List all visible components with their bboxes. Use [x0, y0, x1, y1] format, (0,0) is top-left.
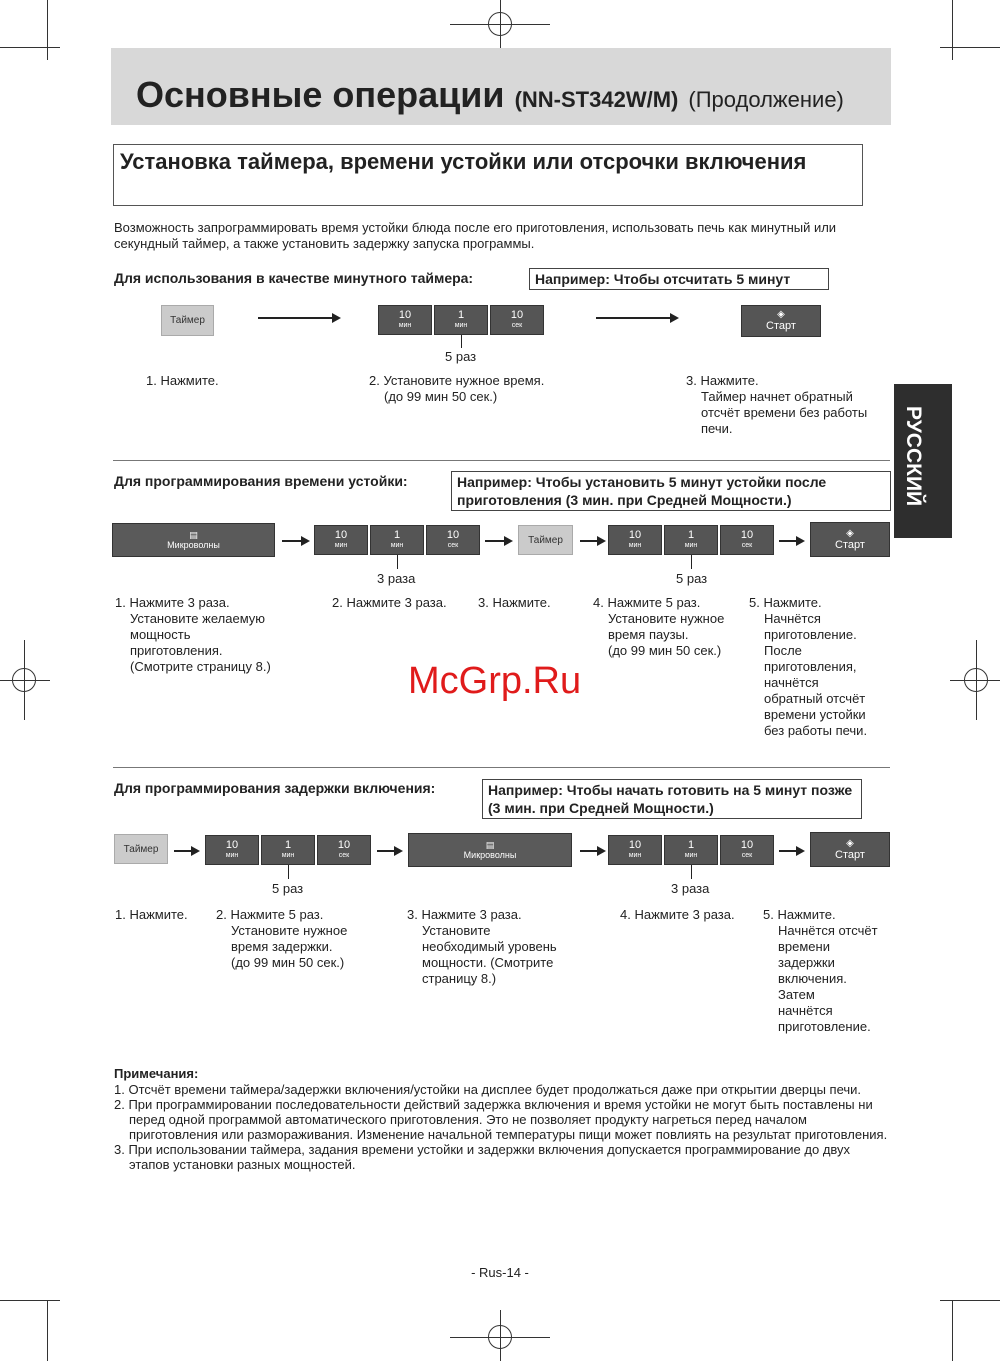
- section-divider: [113, 767, 890, 768]
- crop-mark: [0, 47, 60, 48]
- crop-mark: [950, 680, 1000, 681]
- standing-time-example: Например: Чтобы установить 5 минут устойки после приготовления (3 мин. при Средней Мощности.): [451, 471, 891, 511]
- press-count-label: 5 раз: [445, 349, 477, 364]
- standing-step-4: 4. Нажмите 5 раз. Установите нужное время паузы. (до 99 мин 50 сек.): [593, 595, 725, 658]
- microwave-icon: ▤: [189, 529, 198, 540]
- section-divider: [113, 460, 890, 461]
- microwave-button[interactable]: ▤ Микроволны: [408, 833, 572, 867]
- key-10-sec[interactable]: 10 сек: [317, 835, 371, 865]
- delay-step-4: 4. Нажмите 3 раза.: [620, 907, 735, 922]
- crop-mark: [940, 47, 1000, 48]
- key-1-min[interactable]: 1 мин: [370, 525, 424, 555]
- start-diamond-icon: ◈: [846, 527, 854, 539]
- crop-mark: [450, 1337, 550, 1338]
- key-1-min[interactable]: 1 мин: [664, 525, 718, 555]
- delay-step-5: 5. Нажмите. Начнётся отсчёт времени задержки включения. Затем начнётся приготовление.: [763, 907, 878, 1034]
- arrow-head-icon: [670, 313, 679, 323]
- key-10-min[interactable]: 10 мин: [314, 525, 368, 555]
- language-tab: [894, 384, 952, 538]
- arrow-head-icon: [796, 846, 805, 856]
- arrow-icon: [779, 540, 797, 542]
- key-10-sec[interactable]: 10 сек: [426, 525, 480, 555]
- arrow-icon: [174, 850, 192, 852]
- arrow-head-icon: [394, 846, 403, 856]
- start-button[interactable]: ◈ Старт: [741, 305, 821, 337]
- model-number: (NN-ST342W/M): [514, 87, 679, 112]
- note-item: 1. Отсчёт времени таймера/задержки включения/устойки на дисплее будет продолжаться даже при открытии дверцы печи.: [114, 1082, 862, 1097]
- crop-mark: [952, 1300, 953, 1361]
- minute-timer-heading: Для использования в качестве минутного таймера:: [114, 270, 474, 286]
- key-1-min[interactable]: 1 мин: [664, 835, 718, 865]
- arrow-head-icon: [191, 846, 200, 856]
- key-10-min[interactable]: 10 мин: [608, 525, 662, 555]
- minute-step-3: 3. Нажмите. Таймер начнет обратный отсчёт времени без работы печи.: [686, 373, 868, 436]
- press-count-tick: [288, 865, 289, 879]
- standing-step-1: 1. Нажмите 3 раза. Установите желаемую мощность приготовления. (Смотрите страницу 8.): [115, 595, 271, 674]
- section-title: Установка таймера, времени устойки или отсрочки включения: [120, 149, 807, 174]
- standing-step-5: 5. Нажмите. Начнётся приготовление. После приготовления, начнётся обратный отсчёт времени устойки без работы печи.: [749, 595, 868, 738]
- standing-time-heading: Для программирования времени устойки:: [114, 473, 408, 489]
- microwave-button[interactable]: ▤ Микроволны: [112, 523, 275, 557]
- arrow-icon: [580, 850, 598, 852]
- delay-step-3: 3. Нажмите 3 раза. Установите необходимый уровень мощности. (Смотрите страницу 8.): [407, 907, 557, 986]
- start-button[interactable]: ◈ Старт: [810, 522, 890, 557]
- press-count-label: 3 раза: [671, 881, 710, 896]
- start-diamond-icon: ◈: [846, 837, 854, 849]
- arrow-head-icon: [332, 313, 341, 323]
- intro-paragraph: Возможность запрограммировать время устойки блюда после его приготовления, использовать печь как минутный или секундный таймер, а также установить задержку запуска программы.: [114, 220, 837, 251]
- crop-mark: [450, 24, 550, 25]
- continued-label: (Продолжение): [688, 87, 844, 112]
- arrow-icon: [580, 540, 598, 542]
- press-count-tick: [691, 865, 692, 879]
- crop-mark: [940, 1300, 1000, 1301]
- standing-step-3: 3. Нажмите.: [478, 595, 551, 610]
- note-item: 2. При программировании последовательности действий задержка включения и время устойки не могут быть поставлены ни перед одной программой автоматического приготовления. Это не позволяет продукту нагреться перед началом приготовления или размораживания. Изменение начальной температуры пищи может повлиять на результат приготовления.: [114, 1097, 888, 1142]
- key-10-sec[interactable]: 10 сек: [720, 835, 774, 865]
- minute-step-1: 1. Нажмите.: [146, 373, 219, 388]
- timer-button[interactable]: Таймер: [161, 305, 214, 336]
- arrow-icon: [377, 850, 395, 852]
- press-count-label: 5 раз: [676, 571, 708, 586]
- press-count-label: 3 раза: [377, 571, 416, 586]
- delay-step-1: 1. Нажмите.: [115, 907, 188, 922]
- arrow-head-icon: [796, 536, 805, 546]
- key-10-min[interactable]: 10 мин: [378, 305, 432, 335]
- arrow-icon: [779, 850, 797, 852]
- arrow-icon: [258, 317, 333, 319]
- crop-mark: [0, 1300, 60, 1301]
- minute-timer-example: Например: Чтобы отсчитать 5 минут: [529, 268, 829, 290]
- key-1-min[interactable]: 1 мин: [261, 835, 315, 865]
- timer-button[interactable]: Таймер: [518, 525, 573, 555]
- start-diamond-icon: ◈: [777, 309, 785, 320]
- arrow-head-icon: [301, 536, 310, 546]
- crop-mark: [952, 0, 953, 60]
- minute-step-2: 2. Установите нужное время. (до 99 мин 50 сек.): [369, 373, 545, 404]
- press-count-tick: [691, 555, 692, 569]
- watermark: McGrp.Ru: [408, 660, 582, 702]
- delay-step-2: 2. Нажмите 5 раз. Установите нужное время задержки. (до 99 мин 50 сек.): [216, 907, 348, 970]
- note-item: 3. При использовании таймера, задания времени устойки и задержки включения допускается программирование до двух этапов установки разных мощностей.: [114, 1142, 851, 1172]
- timer-button[interactable]: Таймер: [114, 834, 168, 864]
- page-title: [136, 74, 844, 116]
- crop-mark: [47, 1300, 48, 1361]
- page-title-text: Основные операции: [136, 74, 505, 115]
- arrow-head-icon: [597, 846, 606, 856]
- delay-start-example: Например: Чтобы начать готовить на 5 минут позже (3 мин. при Средней Мощности.): [482, 779, 862, 819]
- language-tab-label: РУССКИЙ: [902, 406, 925, 507]
- page-number: - Rus-14 -: [471, 1265, 529, 1280]
- arrow-head-icon: [504, 536, 513, 546]
- notes-list: [114, 1082, 894, 1172]
- notes-title: Примечания:: [114, 1066, 199, 1081]
- crop-mark: [47, 0, 48, 60]
- arrow-icon: [596, 317, 671, 319]
- crop-mark: [500, 1310, 501, 1361]
- key-10-sec[interactable]: 10 сек: [720, 525, 774, 555]
- microwave-icon: ▤: [485, 839, 495, 850]
- arrow-icon: [485, 540, 505, 542]
- arrow-icon: [282, 540, 302, 542]
- press-count-tick: [397, 555, 398, 569]
- key-10-min[interactable]: 10 мин: [205, 835, 259, 865]
- press-count-tick: [461, 335, 462, 348]
- standing-step-2: 2. Нажмите 3 раза.: [332, 595, 447, 610]
- key-1-min[interactable]: 1 мин: [434, 305, 488, 335]
- arrow-head-icon: [597, 536, 606, 546]
- key-10-min[interactable]: 10 мин: [608, 835, 662, 865]
- key-10-sec[interactable]: 10 сек: [490, 305, 544, 335]
- start-button[interactable]: ◈ Старт: [810, 832, 890, 867]
- press-count-label: 5 раз: [272, 881, 304, 896]
- delay-start-heading: Для программирования задержки включения:: [114, 780, 436, 796]
- crop-mark: [0, 680, 50, 681]
